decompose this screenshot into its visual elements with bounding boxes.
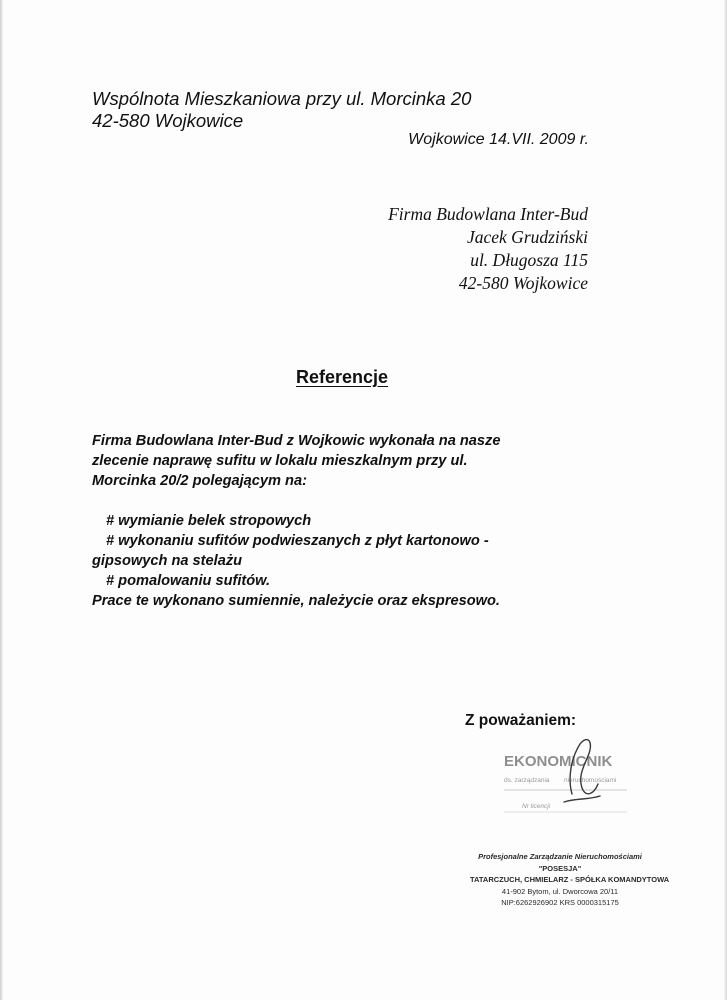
- recipient-block: [388, 203, 588, 295]
- signature-stroke: [564, 740, 600, 802]
- scan-edge-left: [0, 0, 3, 1000]
- recipient-street: ul. Długosza 115: [470, 250, 588, 270]
- company-stamp-line: 41-902 Bytom, ul. Dworcowa 20/11: [501, 886, 619, 896]
- company-stamp-line: NIP:6262926902 KRS 0000315175: [501, 898, 619, 907]
- body-intro-line: Firma Budowlana Inter-Bud z Wojkowic wykonała na nasze: [92, 433, 501, 449]
- company-stamp-line: "POSESJA": [538, 863, 582, 873]
- letter-title: Referencje: [295, 367, 389, 387]
- stamp-text: nieruchomościami: [564, 777, 617, 784]
- recipient-company: Firma Budowlana Inter-Bud: [388, 204, 588, 224]
- stamp-text: EKONOMICNIK: [504, 753, 613, 770]
- body-list-item-continued: gipsowych na stelażu: [92, 553, 243, 569]
- body-list-item: # wymianie belek stropowych: [106, 513, 312, 529]
- recipient-city: 42-580 Wojkowice: [458, 273, 588, 293]
- company-stamp-line: Profesjonalne Zarządzanie Nieruchomościami: [478, 852, 642, 861]
- sender-city: 42-580 Wojkowice: [92, 110, 244, 131]
- closing-salutation: Z poważaniem:: [465, 712, 577, 729]
- recipient-person: Jacek Grudziński: [466, 227, 588, 247]
- sender-name: Wspólnota Mieszkaniowa przy ul. Morcinka 20: [92, 88, 472, 109]
- body-intro-line: zlecenie naprawę sufitu w lokalu mieszkalnym przy ul.: [92, 453, 468, 469]
- body-outro: Prace te wykonano sumiennie, należycie oraz ekspresowo.: [92, 593, 500, 609]
- stamp-text: ds. zarządzania: [504, 777, 550, 784]
- body-gap: [92, 491, 612, 511]
- body-list-item: # pomalowaniu sufitów.: [106, 573, 271, 589]
- body-list-item: # wykonaniu sufitów podwieszanych z płyt kartonowo -: [106, 533, 489, 549]
- signature-stamp: [502, 732, 632, 824]
- stamp-imprint: [504, 753, 627, 812]
- company-stamp: [470, 851, 670, 909]
- letter-body: [92, 431, 612, 611]
- sender-block: [92, 88, 471, 132]
- body-intro-line: Morcinka 20/2 polegającym na:: [92, 473, 307, 489]
- company-stamp-line: TATARCZUCH, CHMIELARZ - SPÓŁKA KOMANDYTOWA: [470, 875, 670, 884]
- letter-date: Wojkowice 14.VII. 2009 r.: [408, 131, 589, 148]
- stamp-text: Nr licencji: [522, 803, 551, 810]
